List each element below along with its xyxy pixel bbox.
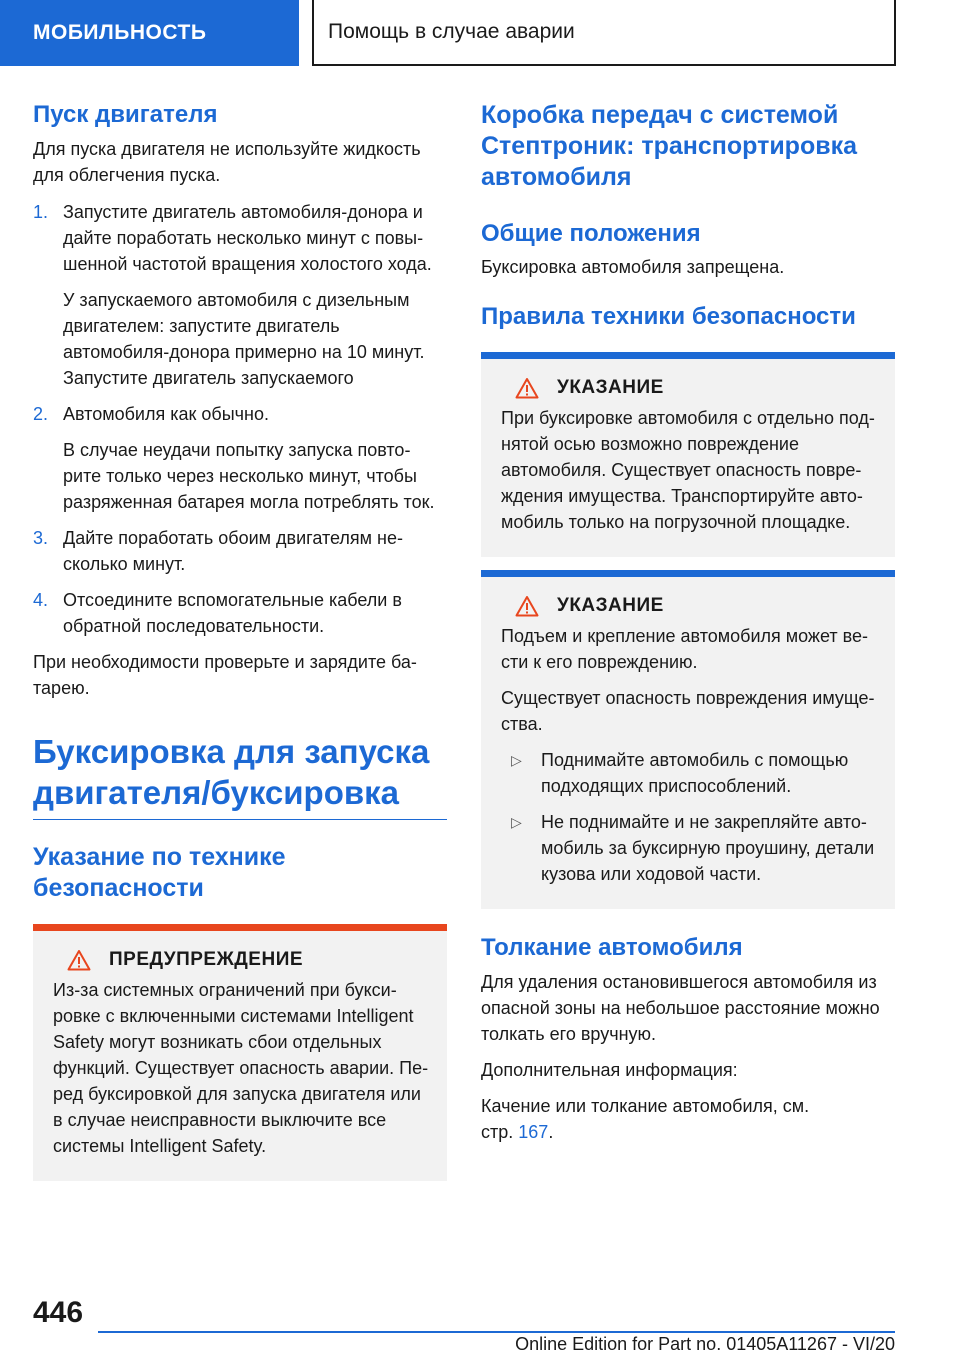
safety-heading: Указание по технике безопасности (33, 843, 286, 902)
page-ref-prefix: стр. (481, 1122, 514, 1142)
bullet-text: Поднимайте автомобиль с помощью подходящих приспособлений. (541, 750, 849, 796)
list-item (33, 525, 447, 577)
left-column (33, 100, 447, 1181)
notice-text: Существует опасность повреждения имуще-ства. (501, 688, 875, 734)
notice-box-1 (481, 352, 895, 557)
section-tab: МОБИЛЬНОСТЬ (0, 0, 299, 66)
list-item (501, 747, 879, 799)
chapter-title: Помощь в случае аварии (312, 0, 896, 66)
start-heading: Пуск двигателя (33, 101, 218, 128)
list-item (501, 809, 879, 887)
warning-triangle-icon (515, 377, 539, 399)
edition-note: Online Edition for Part no. 01405A11267 - VI/20 (515, 1334, 895, 1354)
page-ref-suffix: . (548, 1122, 554, 1142)
warning-head (53, 949, 431, 971)
tow-heading: Буксировка для запуска двигателя/буксировка (33, 733, 430, 811)
step-number: 1. (33, 202, 49, 222)
steptronic-heading: Коробка передач с системой Стептроник: транспортировка автомобиля (481, 101, 858, 191)
page-ref-link[interactable]: 167 (518, 1122, 549, 1142)
step2-extra: В случае неудачи попытку запуска повто-рите только через несколько минут, чтобы разряженная батарея могла потреблять ток. (63, 440, 435, 512)
page-number: 446 (33, 1296, 84, 1329)
rolling-text-label: Качение или толкание автомобиля, см. (481, 1096, 810, 1116)
notice-bar (481, 352, 895, 359)
step-text: Отсоедините вспомогательные кабели в обратной последовательности. (63, 590, 402, 636)
push-text: Для удаления остановившегося автомобиля из опасной зоны на небольшое расстояние можно толкать его вручную. (481, 972, 880, 1044)
list-item (33, 587, 447, 639)
right-column (481, 100, 895, 1145)
notice-text: При буксировке автомобиля с отдельно под-нятой осью возможно повреждение автомобиля. Существует опасность повре-ждения имущества. Транспортируйте авто-мобиль только на погрузочной площадке. (501, 408, 875, 532)
bullet-text: Не поднимайте и не закрепляйте авто-мобиль за буксирную проушину, детали кузова или ходовой части. (541, 812, 875, 884)
notice-bar (481, 570, 895, 577)
list-item (33, 199, 447, 277)
triangle-bullet-icon: ▷ (511, 814, 522, 830)
notice-head (501, 595, 879, 617)
step-text: Автомобиля как обычно. (63, 404, 269, 424)
warning-box (33, 924, 447, 1181)
start-intro: Для пуска двигателя не используйте жидкость для облегчения пуска. (33, 139, 421, 185)
rolling-text (481, 1093, 895, 1145)
list-item (33, 401, 447, 427)
general-heading: Общие положения (481, 220, 701, 247)
general-text: Буксировка автомобиля запрещена. (481, 257, 785, 277)
notice-title: УКАЗАНИЕ (557, 595, 664, 616)
warning-triangle-icon (67, 949, 91, 971)
steps-list (33, 199, 447, 639)
footer-rule (98, 1331, 895, 1333)
push-heading: Толкание автомобиля (481, 934, 743, 961)
step-text: Запустите двигатель автомобиля-донора и дайте поработать несколько минут с повы-шенной частотой вращения холостого хода. (63, 202, 432, 274)
more-info: Дополнительная информация: (481, 1060, 738, 1080)
step-number: 2. (33, 404, 49, 424)
notice-text: Подъем и крепление автомобиля может ве-сти к его повреждению. (501, 626, 868, 672)
step1-extra: У запускаемого автомобиля с дизельным двигателем: запустите двигатель автомобиля-донора примерно на 10 минут. Запустите двигатель запускаемого (63, 290, 425, 388)
notice-title: УКАЗАНИЕ (557, 377, 664, 398)
warning-triangle-icon (515, 595, 539, 617)
notice-head (501, 377, 879, 399)
rules-heading: Правила техники безопасности (481, 303, 856, 330)
warning-title: ПРЕДУПРЕЖДЕНИЕ (109, 949, 304, 970)
notice-box-2 (481, 570, 895, 909)
warning-bar (33, 924, 447, 931)
warning-text: Из-за системных ограничений при букси-ровке с включенными системами Intelligent Safety могут возникать сбои отдельных функций. Существует опасность аварии. Пе-ред буксировкой для запуска двигателя или в случае неисправности выключите все системы Intelligent Safety. (53, 980, 429, 1156)
battery-note: При необходимости проверьте и зарядите ба-тарею. (33, 652, 417, 698)
heading-rule (33, 819, 447, 820)
step-number: 4. (33, 590, 49, 610)
step-text: Дайте поработать обоим двигателям не-сколько минут. (63, 528, 403, 574)
step-number: 3. (33, 528, 49, 548)
triangle-bullet-icon: ▷ (511, 752, 522, 768)
